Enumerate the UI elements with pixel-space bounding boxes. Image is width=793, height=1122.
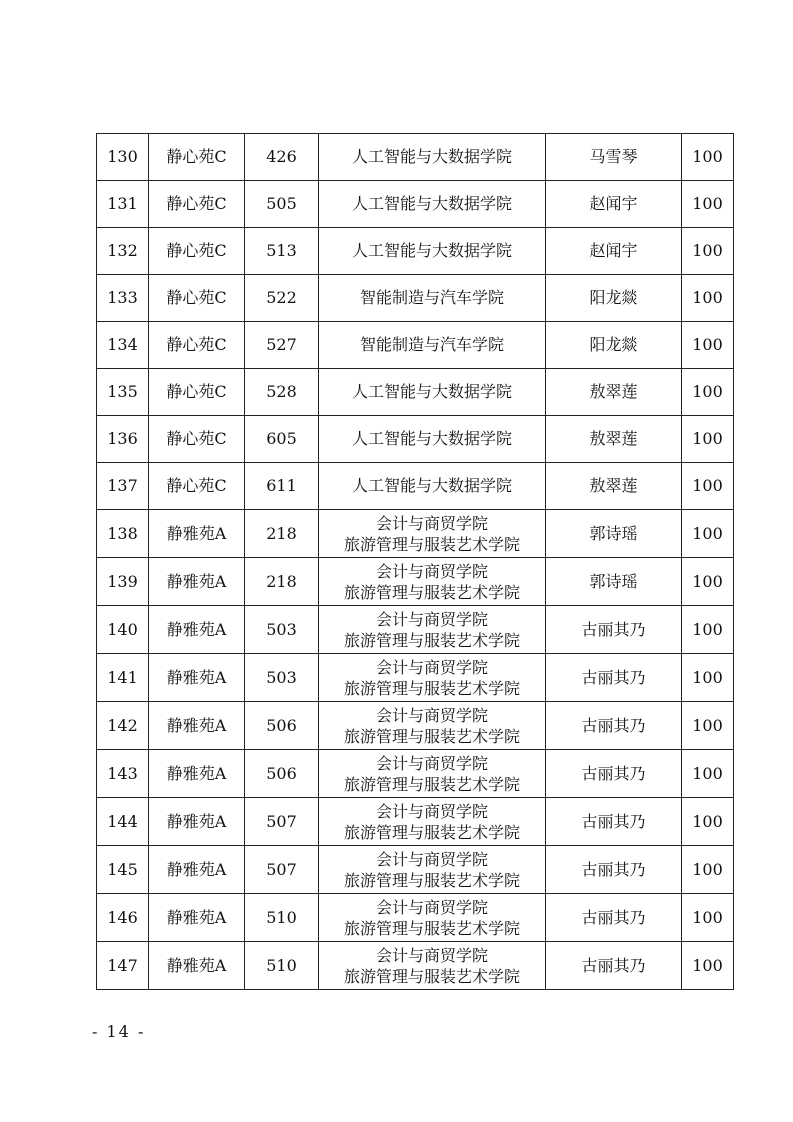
row-number-cell: 134 bbox=[97, 322, 149, 369]
college-cell bbox=[319, 181, 546, 228]
building-cell: 静雅苑A bbox=[149, 846, 245, 894]
table-row bbox=[97, 894, 734, 942]
table-row bbox=[97, 228, 734, 275]
person-cell: 古丽其乃 bbox=[546, 942, 682, 990]
college-line: 会计与商贸学院 bbox=[375, 609, 488, 629]
table-row bbox=[97, 750, 734, 798]
room-cell: 510 bbox=[245, 894, 319, 942]
table-row bbox=[97, 510, 734, 558]
row-number-cell: 142 bbox=[97, 702, 149, 750]
college-cell bbox=[319, 750, 546, 798]
score-cell: 100 bbox=[682, 275, 734, 322]
room-cell: 218 bbox=[245, 558, 319, 606]
person-cell: 敖翠莲 bbox=[546, 369, 682, 416]
college-line: 会计与商贸学院 bbox=[375, 561, 488, 581]
college-line: 旅游管理与服装艺术学院 bbox=[343, 630, 520, 650]
college-cell bbox=[319, 654, 546, 702]
row-number-cell: 137 bbox=[97, 463, 149, 510]
college-line: 人工智能与大数据学院 bbox=[351, 147, 512, 166]
score-cell: 100 bbox=[682, 181, 734, 228]
row-number-cell: 139 bbox=[97, 558, 149, 606]
college-cell bbox=[319, 846, 546, 894]
table-row bbox=[97, 942, 734, 990]
row-number-cell: 130 bbox=[97, 134, 149, 181]
college-line: 会计与商贸学院 bbox=[375, 657, 488, 677]
row-number-cell: 146 bbox=[97, 894, 149, 942]
person-cell: 马雪琴 bbox=[546, 134, 682, 181]
room-cell: 505 bbox=[245, 181, 319, 228]
college-line: 会计与商贸学院 bbox=[375, 705, 488, 725]
person-cell: 敖翠莲 bbox=[546, 416, 682, 463]
table-row bbox=[97, 558, 734, 606]
row-number-cell: 145 bbox=[97, 846, 149, 894]
score-cell: 100 bbox=[682, 463, 734, 510]
college-line: 旅游管理与服装艺术学院 bbox=[343, 726, 520, 746]
college-line: 人工智能与大数据学院 bbox=[351, 194, 512, 213]
row-number-cell: 147 bbox=[97, 942, 149, 990]
building-cell: 静雅苑A bbox=[149, 942, 245, 990]
table-row bbox=[97, 846, 734, 894]
room-cell: 527 bbox=[245, 322, 319, 369]
row-number-cell: 138 bbox=[97, 510, 149, 558]
score-cell: 100 bbox=[682, 846, 734, 894]
score-cell: 100 bbox=[682, 416, 734, 463]
person-cell: 古丽其乃 bbox=[546, 798, 682, 846]
college-line: 旅游管理与服装艺术学院 bbox=[343, 774, 520, 794]
college-cell bbox=[319, 463, 546, 510]
college-line: 会计与商贸学院 bbox=[375, 753, 488, 773]
person-cell: 古丽其乃 bbox=[546, 846, 682, 894]
building-cell: 静雅苑A bbox=[149, 750, 245, 798]
table-body bbox=[97, 134, 734, 990]
dormitory-table bbox=[96, 133, 734, 990]
college-line: 人工智能与大数据学院 bbox=[351, 476, 512, 495]
person-cell: 赵闻宇 bbox=[546, 228, 682, 275]
college-line: 人工智能与大数据学院 bbox=[351, 429, 512, 448]
college-cell bbox=[319, 275, 546, 322]
college-line: 旅游管理与服装艺术学院 bbox=[343, 918, 520, 938]
table-row bbox=[97, 275, 734, 322]
score-cell: 100 bbox=[682, 654, 734, 702]
building-cell: 静雅苑A bbox=[149, 654, 245, 702]
college-line: 旅游管理与服装艺术学院 bbox=[343, 822, 520, 842]
score-cell: 100 bbox=[682, 798, 734, 846]
person-cell: 古丽其乃 bbox=[546, 894, 682, 942]
row-number-cell: 141 bbox=[97, 654, 149, 702]
table-row bbox=[97, 463, 734, 510]
building-cell: 静心苑C bbox=[149, 275, 245, 322]
table-row bbox=[97, 416, 734, 463]
table-row bbox=[97, 369, 734, 416]
room-cell: 218 bbox=[245, 510, 319, 558]
college-cell bbox=[319, 702, 546, 750]
row-number-cell: 131 bbox=[97, 181, 149, 228]
person-cell: 古丽其乃 bbox=[546, 702, 682, 750]
college-line: 旅游管理与服装艺术学院 bbox=[343, 678, 520, 698]
building-cell: 静心苑C bbox=[149, 322, 245, 369]
table-row bbox=[97, 322, 734, 369]
building-cell: 静心苑C bbox=[149, 134, 245, 181]
college-line: 旅游管理与服装艺术学院 bbox=[343, 582, 520, 602]
room-cell: 426 bbox=[245, 134, 319, 181]
score-cell: 100 bbox=[682, 702, 734, 750]
table-row bbox=[97, 798, 734, 846]
college-line: 会计与商贸学院 bbox=[375, 945, 488, 965]
building-cell: 静雅苑A bbox=[149, 798, 245, 846]
score-cell: 100 bbox=[682, 942, 734, 990]
score-cell: 100 bbox=[682, 894, 734, 942]
college-cell bbox=[319, 558, 546, 606]
score-cell: 100 bbox=[682, 228, 734, 275]
building-cell: 静心苑C bbox=[149, 228, 245, 275]
page-number: - 14 - bbox=[92, 1022, 146, 1041]
person-cell: 郭诗瑶 bbox=[546, 558, 682, 606]
room-cell: 605 bbox=[245, 416, 319, 463]
row-number-cell: 136 bbox=[97, 416, 149, 463]
building-cell: 静雅苑A bbox=[149, 702, 245, 750]
building-cell: 静雅苑A bbox=[149, 606, 245, 654]
row-number-cell: 144 bbox=[97, 798, 149, 846]
table-row bbox=[97, 134, 734, 181]
college-line: 旅游管理与服装艺术学院 bbox=[343, 966, 520, 986]
room-cell: 528 bbox=[245, 369, 319, 416]
table-row bbox=[97, 606, 734, 654]
score-cell: 100 bbox=[682, 134, 734, 181]
college-line: 智能制造与汽车学院 bbox=[359, 335, 504, 354]
person-cell: 郭诗瑶 bbox=[546, 510, 682, 558]
room-cell: 503 bbox=[245, 654, 319, 702]
college-line: 会计与商贸学院 bbox=[375, 801, 488, 821]
building-cell: 静心苑C bbox=[149, 369, 245, 416]
room-cell: 506 bbox=[245, 750, 319, 798]
building-cell: 静心苑C bbox=[149, 181, 245, 228]
college-line: 人工智能与大数据学院 bbox=[351, 382, 512, 401]
person-cell: 古丽其乃 bbox=[546, 606, 682, 654]
building-cell: 静雅苑A bbox=[149, 510, 245, 558]
college-cell bbox=[319, 134, 546, 181]
score-cell: 100 bbox=[682, 322, 734, 369]
building-cell: 静雅苑A bbox=[149, 894, 245, 942]
college-cell bbox=[319, 322, 546, 369]
college-line: 智能制造与汽车学院 bbox=[359, 288, 504, 307]
person-cell: 阳龙燚 bbox=[546, 275, 682, 322]
person-cell: 阳龙燚 bbox=[546, 322, 682, 369]
row-number-cell: 140 bbox=[97, 606, 149, 654]
score-cell: 100 bbox=[682, 750, 734, 798]
building-cell: 静心苑C bbox=[149, 463, 245, 510]
building-cell: 静雅苑A bbox=[149, 558, 245, 606]
college-cell bbox=[319, 798, 546, 846]
room-cell: 506 bbox=[245, 702, 319, 750]
college-line: 旅游管理与服装艺术学院 bbox=[343, 534, 520, 554]
row-number-cell: 132 bbox=[97, 228, 149, 275]
room-cell: 611 bbox=[245, 463, 319, 510]
college-line: 旅游管理与服装艺术学院 bbox=[343, 870, 520, 890]
person-cell: 敖翠莲 bbox=[546, 463, 682, 510]
college-cell bbox=[319, 228, 546, 275]
college-cell bbox=[319, 416, 546, 463]
college-line: 会计与商贸学院 bbox=[375, 513, 488, 533]
college-cell bbox=[319, 369, 546, 416]
score-cell: 100 bbox=[682, 510, 734, 558]
score-cell: 100 bbox=[682, 369, 734, 416]
row-number-cell: 143 bbox=[97, 750, 149, 798]
person-cell: 赵闻宇 bbox=[546, 181, 682, 228]
room-cell: 510 bbox=[245, 942, 319, 990]
room-cell: 507 bbox=[245, 798, 319, 846]
college-line: 会计与商贸学院 bbox=[375, 897, 488, 917]
college-line: 会计与商贸学院 bbox=[375, 849, 488, 869]
row-number-cell: 133 bbox=[97, 275, 149, 322]
person-cell: 古丽其乃 bbox=[546, 654, 682, 702]
room-cell: 507 bbox=[245, 846, 319, 894]
person-cell: 古丽其乃 bbox=[546, 750, 682, 798]
table-row bbox=[97, 702, 734, 750]
room-cell: 503 bbox=[245, 606, 319, 654]
table-row bbox=[97, 181, 734, 228]
room-cell: 522 bbox=[245, 275, 319, 322]
score-cell: 100 bbox=[682, 606, 734, 654]
college-line: 人工智能与大数据学院 bbox=[351, 241, 512, 260]
row-number-cell: 135 bbox=[97, 369, 149, 416]
college-cell bbox=[319, 894, 546, 942]
score-cell: 100 bbox=[682, 558, 734, 606]
building-cell: 静心苑C bbox=[149, 416, 245, 463]
table-row bbox=[97, 654, 734, 702]
college-cell bbox=[319, 510, 546, 558]
room-cell: 513 bbox=[245, 228, 319, 275]
college-cell bbox=[319, 942, 546, 990]
college-cell bbox=[319, 606, 546, 654]
